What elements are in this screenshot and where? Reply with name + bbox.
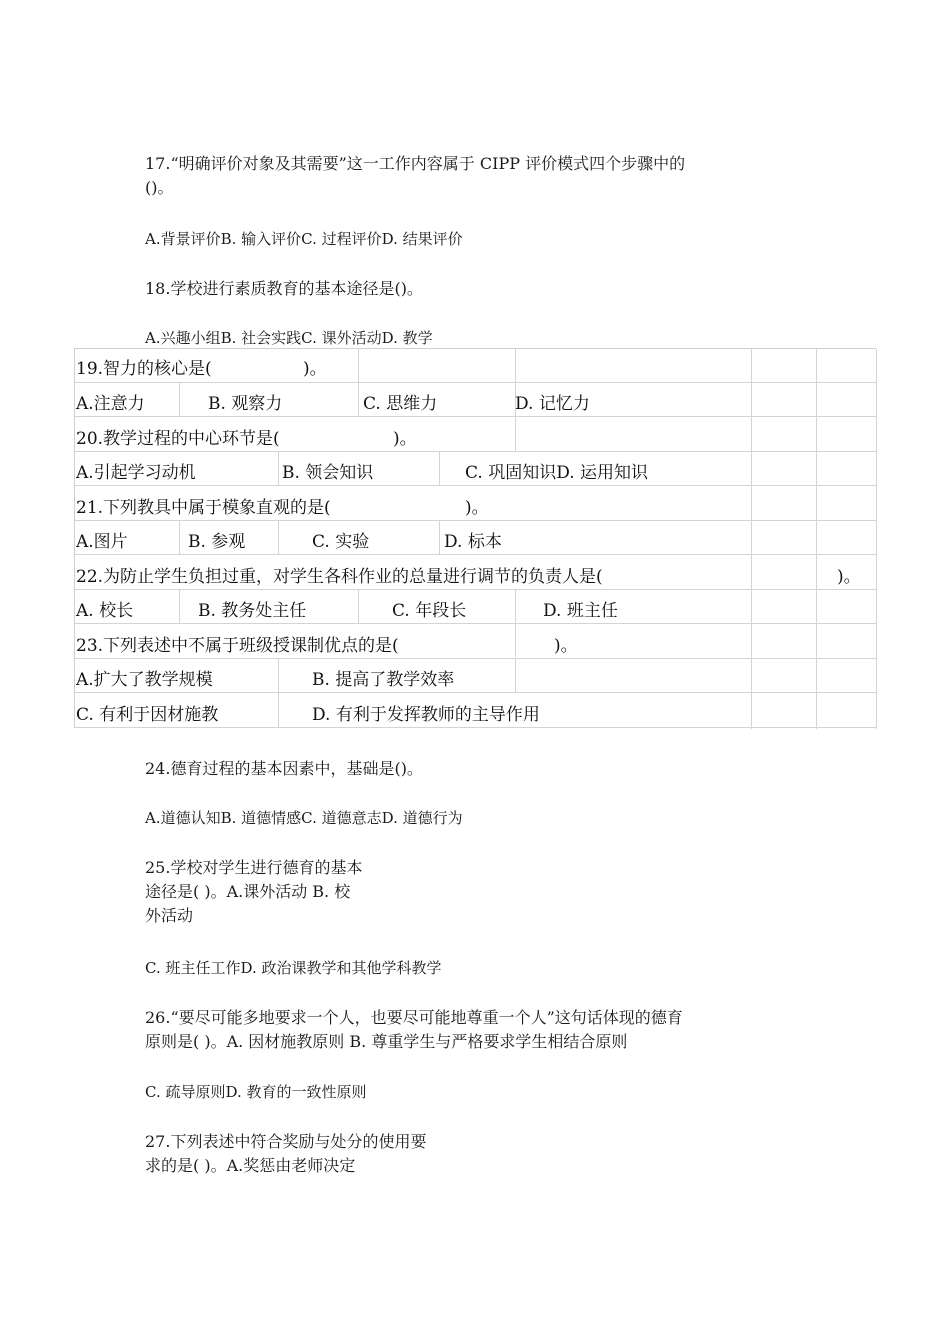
q20-option-a: A.引起学习动机 — [76, 463, 196, 483]
q23-option-b: B. 提高了教学效率 — [312, 670, 455, 690]
q27-line2: 求的是( )。A.奖惩由老师决定 — [145, 1156, 356, 1175]
q21-option-a: A.图片 — [76, 532, 128, 552]
q23-option-c: C. 有利于因材施教 — [76, 705, 219, 725]
q23-option-d: D. 有利于发挥教师的主导作用 — [312, 705, 540, 725]
q19-option-a: A.注意力 — [76, 394, 145, 414]
q24-question: 24.德育过程的基本因素中，基础是()。 — [145, 759, 423, 778]
q25-options: C. 班主任工作D. 政治课教学和其他学科教学 — [145, 959, 442, 977]
q22-close: )。 — [837, 567, 861, 587]
q25-line2: 途径是( )。A.课外活动 B. 校 — [145, 882, 351, 901]
q22-option-c: C. 年段长 — [392, 601, 467, 621]
q22-option-d: D. 班主任 — [543, 601, 618, 621]
q21-option-b: B. 参观 — [188, 532, 246, 552]
q20-close: )。 — [393, 429, 417, 449]
q26-line2: 原则是( )。A. 因材施教原则 B. 尊重学生与严格要求学生相结合原则 — [145, 1032, 628, 1051]
q20-option-b: B. 领会知识 — [282, 463, 374, 483]
q21-option-d: D. 标本 — [444, 532, 502, 552]
q24-options: A.道德认知B. 道德情感C. 道德意志D. 道德行为 — [145, 809, 463, 827]
q18-question: 18.学校进行素质教育的基本途径是()。 — [145, 279, 423, 298]
q21-option-c: C. 实验 — [312, 532, 370, 552]
q19-option-b: B. 观察力 — [208, 394, 283, 414]
q25-line3: 外活动 — [145, 906, 194, 925]
q25-line1: 25.学校对学生进行德育的基本 — [145, 858, 363, 877]
q19-option-d: D. 记忆力 — [515, 394, 590, 414]
q17-line1: 17.“明确评价对象及其需要”这一工作内容属于 CIPP 评价模式四个步骤中的 — [145, 154, 686, 173]
q19-question: 19.智力的核心是( — [76, 359, 212, 379]
q22-question: 22.为防止学生负担过重，对学生各科作业的总量进行调节的负责人是( — [76, 567, 603, 587]
q23-option-a: A.扩大了教学规模 — [76, 670, 213, 690]
q18-options: A.兴趣小组B. 社会实践C. 课外活动D. 教学 — [145, 329, 433, 347]
q26-line1: 26.“要尽可能多地要求一个人，也要尽可能地尊重一个人”这句话体现的德育 — [145, 1008, 683, 1027]
question-table — [74, 348, 876, 728]
q20-question: 20.教学过程的中心环节是( — [76, 429, 280, 449]
q26-options: C. 疏导原则D. 教育的一致性原则 — [145, 1083, 367, 1101]
q27-line1: 27.下列表述中符合奖励与处分的使用要 — [145, 1132, 427, 1151]
q17-options: A.背景评价B. 输入评价C. 过程评价D. 结果评价 — [145, 230, 463, 248]
q23-close: )。 — [554, 636, 578, 656]
q19-option-c: C. 思维力 — [363, 394, 438, 414]
q19-close: )。 — [303, 359, 327, 379]
q21-close: )。 — [465, 498, 489, 518]
q20-option-cd: C. 巩固知识D. 运用知识 — [465, 463, 649, 483]
q21-question: 21.下列教具中属于模象直观的是( — [76, 498, 331, 518]
q23-question: 23.下列表述中不属于班级授课制优点的是( — [76, 636, 399, 656]
q17-line2: ()。 — [145, 178, 174, 197]
q22-option-b: B. 教务处主任 — [198, 601, 307, 621]
q22-option-a: A. 校长 — [76, 601, 134, 621]
